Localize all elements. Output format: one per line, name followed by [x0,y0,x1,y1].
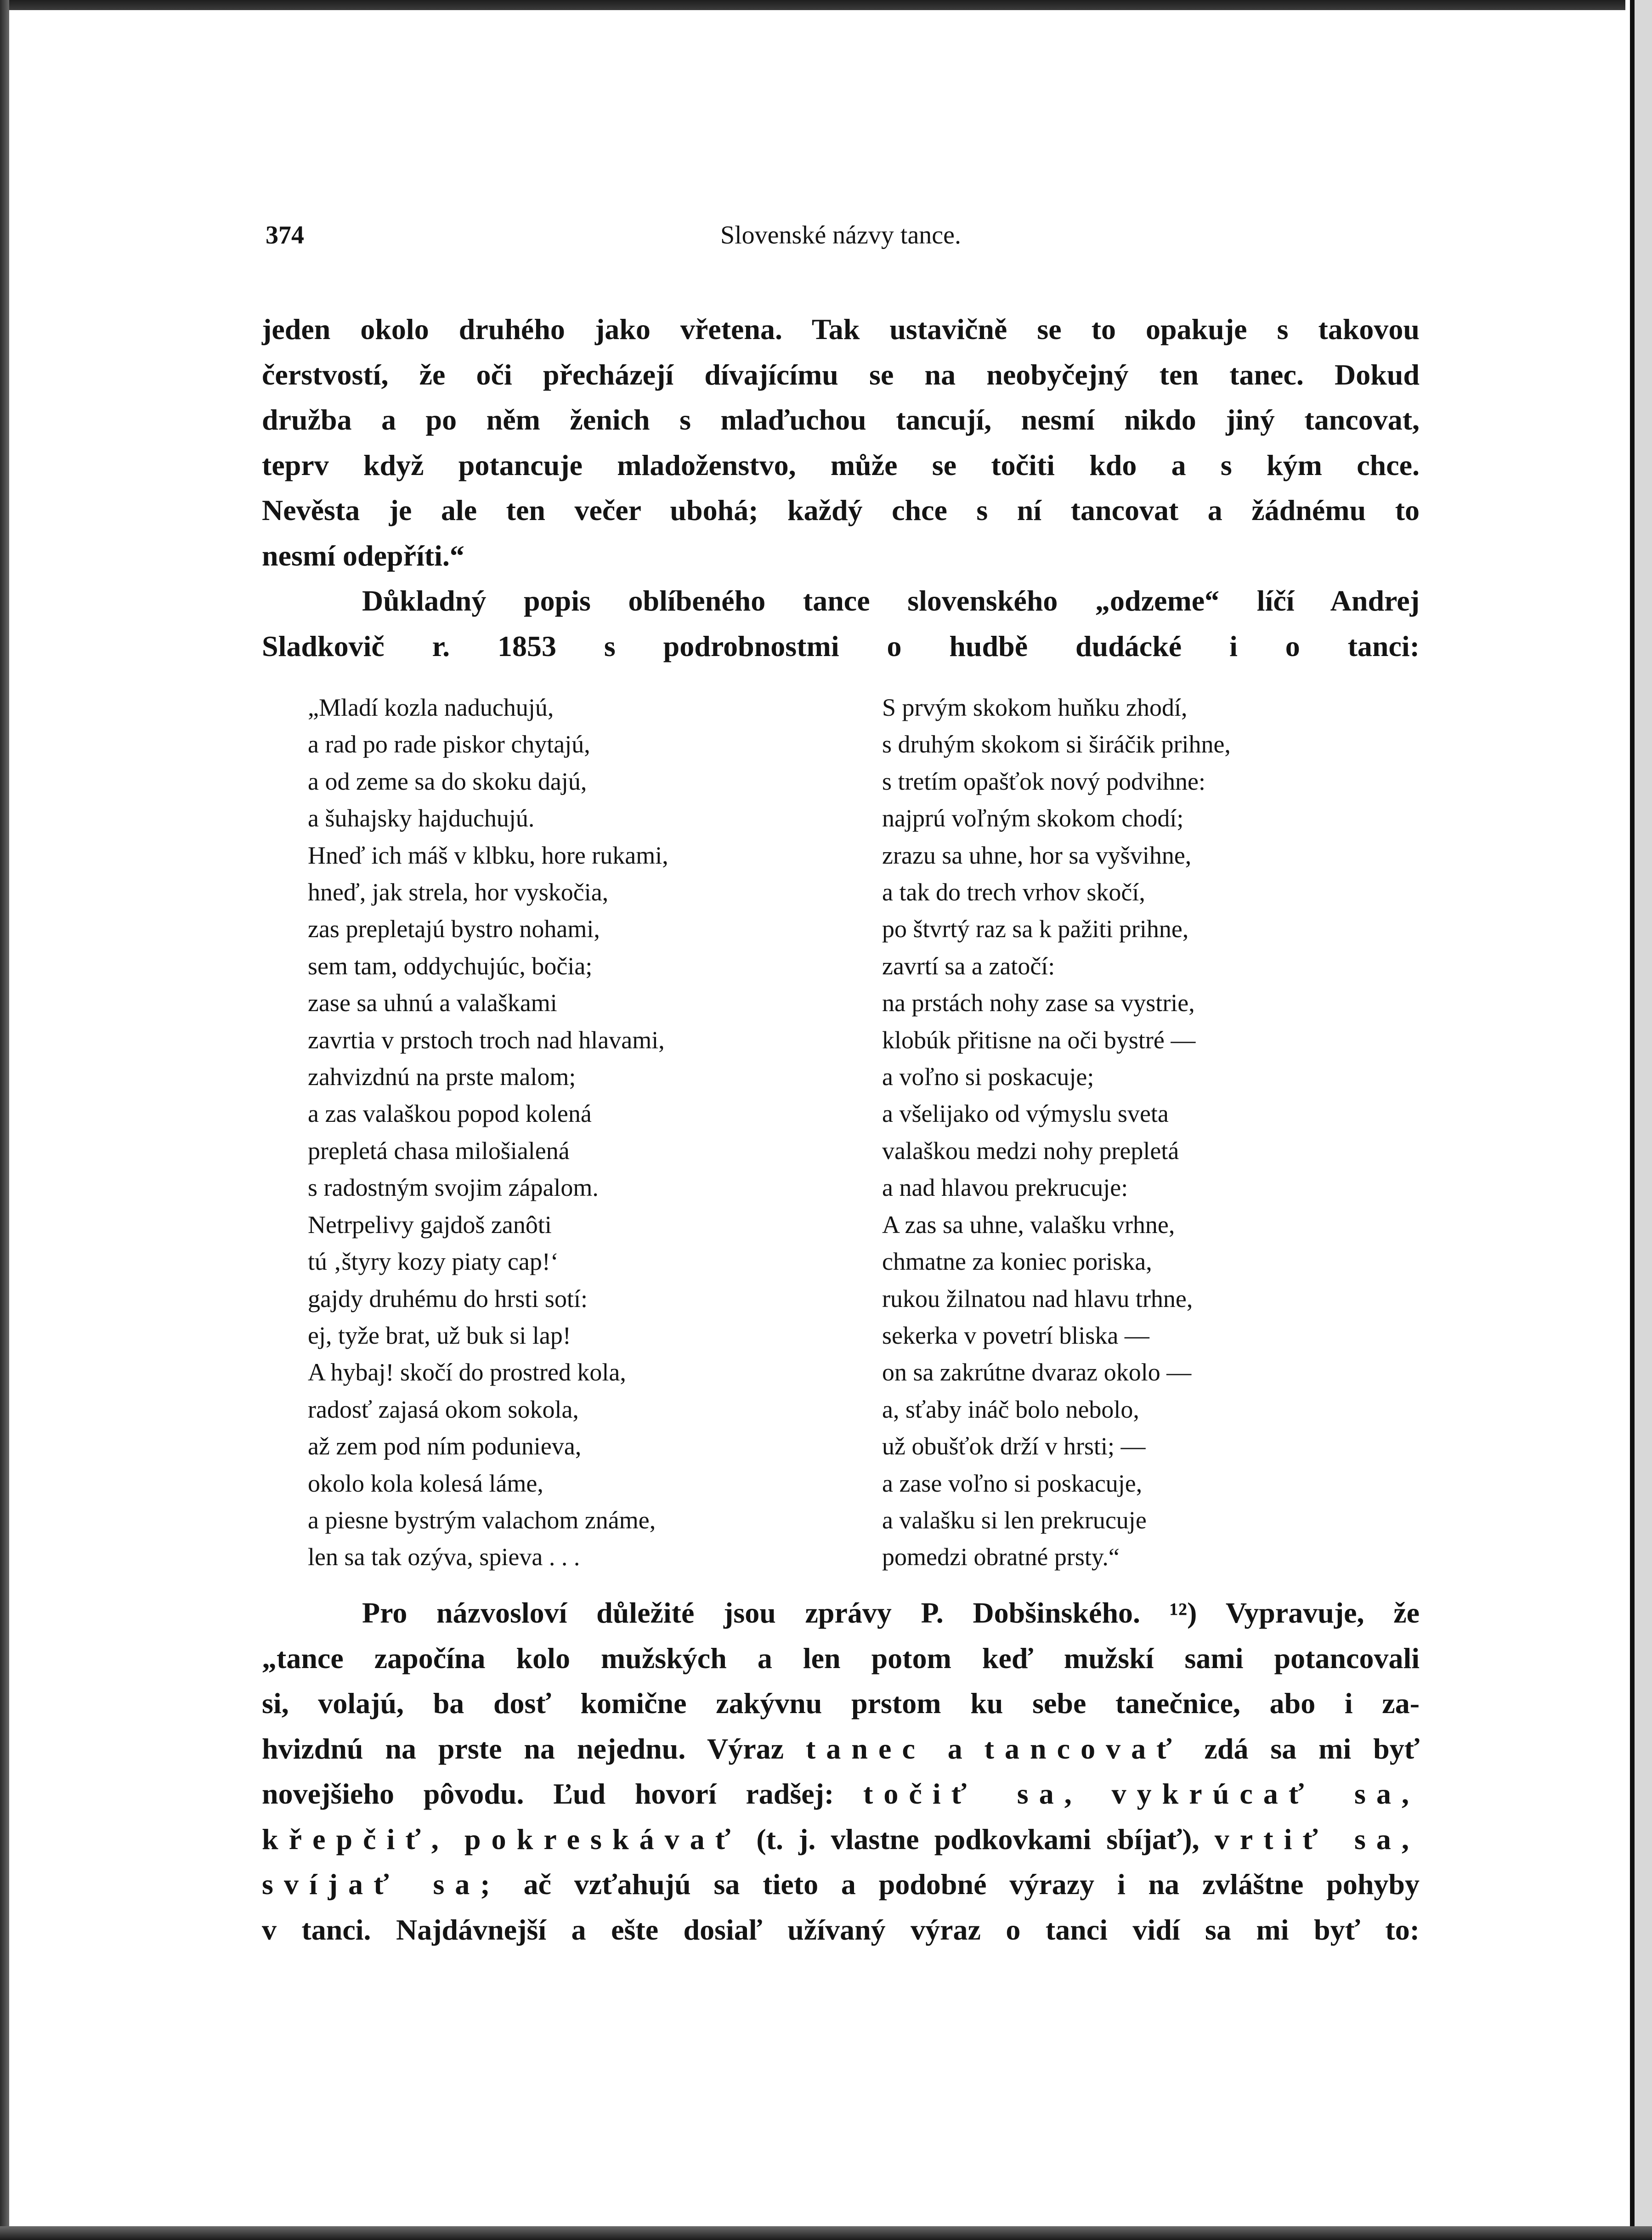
text-fragment: (t. j. vlastne podkovkami sbíjať), [756,1822,1199,1855]
poem-line: a rad po rade piskor chytajú, [308,730,590,758]
text-line: si, volajú, ba dosť komične zakývnu prstom ku sebe tanečnice, abo i za- [262,1687,1420,1720]
text-line: „tance započína kolo mužských a len potom keď mužskí sami potancovali [262,1641,1420,1674]
poem-line: a valašku si len prekrucuje [882,1506,1147,1534]
poem-line: prepletá chasa milošialená [308,1137,570,1165]
text-line: čerstvostí, že oči přecházejí dívajícímu se na neobyčejný ten tanec. Dokud [262,358,1420,391]
text-fragment: hvizdnú na prste na nejednu. Výraz [262,1732,784,1765]
poem-line: on sa zakrútne dvaraz okolo — [882,1358,1192,1386]
text-fragment: zdá sa mi byť [1204,1732,1420,1765]
text-line: jeden okolo druhého jako vřetena. Tak ustavičně se to opakuje s takovou [262,313,1420,345]
text-fragment: a [947,1732,962,1765]
text-line: v tanci. Najdávnejší a ešte dosiaľ užívaný výraz o tanci vidí sa mi byť to: [262,1913,1420,1946]
poem-line: sekerka v povetrí bliska — [882,1321,1149,1349]
poem-line: len sa tak ozýva, spieva . . . [308,1543,580,1571]
spaced-term: pokreskávať [464,1822,741,1855]
spaced-term: vrtiť sa, [1214,1822,1420,1855]
poem-line: a zas valaškou popod kolená [308,1100,592,1128]
poem-line: zrazu sa uhne, hor sa vyšvihne, [882,841,1192,869]
poem-line: Hneď ich máš v klbku, hore rukami, [308,841,668,869]
poem-line: valaškou medzi nohy prepletá [882,1137,1179,1165]
text-line: teprv když potancuje mladoženstvo, může se točiti kdo a s kým chce. [262,448,1420,481]
text-line: Nevěsta je ale ten večer ubohá; každý chce s ní tancovat a žádnému to [262,494,1420,526]
spaced-term: křepčiť, [262,1822,449,1855]
poem-line: až zem pod ním podunieva, [308,1432,582,1460]
poem-line: a od zeme sa do skoku dajú, [308,767,587,795]
poem-line: klobúk přitisne na oči bystré — [882,1026,1196,1054]
poem-line: chmatne za koniec poriska, [882,1248,1152,1276]
scan-border-bottom [0,2226,1652,2240]
poem-line: sem tam, oddychujúc, bočia; [308,952,593,980]
scan-border-top [0,0,1652,10]
poem-line: zavrtia v prstoch troch nad hlavami, [308,1026,665,1054]
poem-line: okolo kola kolesá láme, [308,1469,543,1497]
paragraph-3 [262,1590,1420,1952]
spaced-term: svíjať sa; [262,1868,501,1901]
poem-column-right [882,689,1424,1576]
text-line: Důkladný popis oblíbeného tance slovenského „odzeme“ líčí Andrej [362,584,1420,617]
poem-line: pomedzi obratné prsty.“ [882,1543,1120,1571]
poem-line: „Mladí kozla naduchujú, [308,694,554,721]
paragraph-1 [262,307,1420,578]
text-fragment: ač vzťahujú sa tieto a podobné výrazy i na zvláštne pohyby [523,1868,1420,1901]
poem-line: a zase voľno si poskacuje, [882,1469,1143,1497]
poem-line: gajdy druhému do hrsti sotí: [308,1284,588,1312]
text-line [262,1862,1420,1907]
poem-line: zavrtí sa a zatočí: [882,952,1055,980]
spaced-term: tanec [805,1732,926,1765]
poem-line: už obušťok drží v hrsti; — [882,1432,1146,1460]
text-line [262,1726,1420,1772]
spaced-term: točiť sa, [863,1777,1082,1810]
poem-line: na prstách nohy zase sa vystrie, [882,989,1195,1017]
poem-quotation [262,689,1420,1580]
spaced-term: vykrúcať sa, [1111,1777,1420,1810]
book-page [262,216,1420,1952]
poem-line: najprú voľným skokom chodí; [882,804,1184,832]
poem-line: radosť zajasá okom sokola, [308,1395,579,1423]
poem-line: zas prepletajú bystro nohami, [308,915,600,943]
poem-line: tú ‚štyry kozy piaty cap!‘ [308,1248,559,1276]
text-line: Pro názvosloví důležité jsou zprávy P. Dobšinského. ¹²) Vypravuje, že [362,1596,1420,1629]
poem-line: A hybaj! skočí do prostred kola, [308,1358,626,1386]
poem-line: a piesne bystrým valachom známe, [308,1506,656,1534]
spaced-term: tancovať [984,1732,1182,1765]
paragraph-2 [262,578,1420,669]
text-line: nesmí odepříti.“ [262,539,464,572]
text-line [262,1817,1420,1862]
text-line: Sladkovič r. 1853 s podrobnostmi o hudbě dudácké i o tanci: [262,629,1420,662]
page-number: 374 [266,221,304,249]
text-line: družba a po něm ženich s mlaďuchou tancují, nesmí nikdo jiný tancovat, [262,403,1420,436]
text-line [262,1771,1420,1817]
poem-line: a voľno si poskacuje; [882,1063,1094,1091]
scan-border-right [1625,0,1652,2240]
poem-line: hneď, jak strela, hor vyskočia, [308,878,609,906]
poem-line: Netrpelivy gajdoš zanôti [308,1211,552,1239]
poem-line: a tak do trech vrhov skočí, [882,878,1145,906]
poem-line: a nad hlavou prekrucuje: [882,1174,1128,1202]
poem-line: S prvým skokom huňku zhodí, [882,694,1188,721]
running-head [262,216,1420,257]
poem-line: a všelijako od výmyslu sveta [882,1100,1169,1128]
poem-line: zase sa uhnú a valaškami [308,989,557,1017]
poem-line: s tretím opašťok nový podvihne: [882,767,1206,795]
poem-line: ej, tyže brat, už buk si lap! [308,1321,571,1349]
poem-line: s druhým skokom si širáčik prihne, [882,730,1231,758]
poem-line: s radostným svojim zápalom. [308,1174,599,1202]
poem-line: A zas sa uhne, valašku vrhne, [882,1211,1175,1239]
poem-line: zahvizdnú na prste malom; [308,1063,576,1091]
running-title: Slovenské názvy tance. [720,221,962,249]
poem-line: rukou žilnatou nad hlavu trhne, [882,1284,1193,1312]
poem-line: po štvrtý raz sa k pažiti prihne, [882,915,1189,943]
scan-border-left [0,0,9,2240]
poem-column-left [308,689,836,1576]
poem-line: a šuhajsky hajduchujú. [308,804,535,832]
text-fragment: novejšieho pôvodu. Ľud hovorí radšej: [262,1777,834,1810]
poem-line: a, sťaby ináč bolo nebolo, [882,1395,1139,1423]
